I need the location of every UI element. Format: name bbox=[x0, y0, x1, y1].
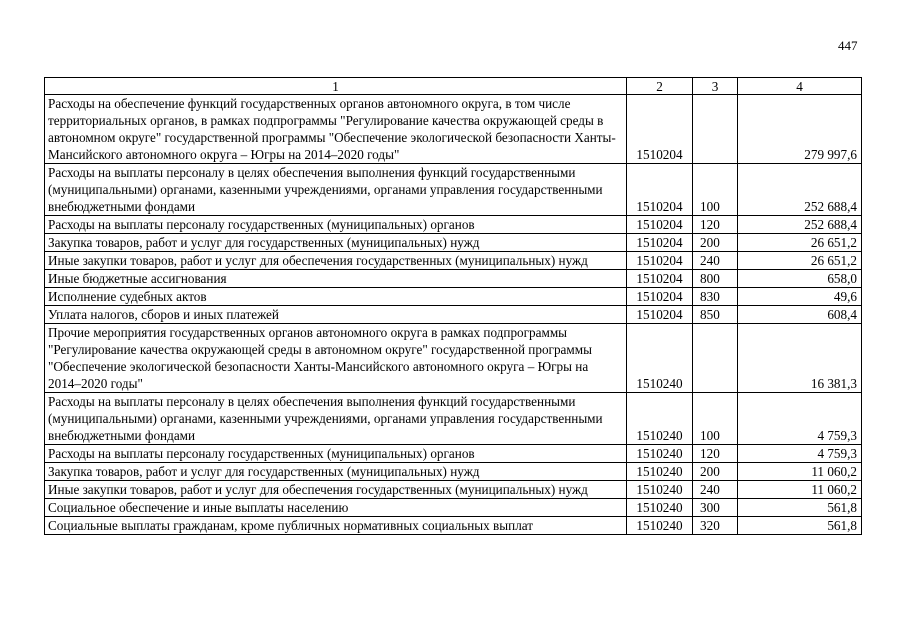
row-code: 1510204 bbox=[627, 252, 693, 270]
row-name: Расходы на выплаты персоналу в целях обеспечения выполнения функций государственными (муниципальными) органами, казенными учреждениями, органами управления государственными внебюджетными фондами bbox=[45, 393, 627, 445]
table-row bbox=[45, 393, 862, 445]
row-amount: 4 759,3 bbox=[738, 393, 862, 445]
row-code: 1510240 bbox=[627, 445, 693, 463]
row-amount: 608,4 bbox=[738, 306, 862, 324]
row-type: 830 bbox=[693, 288, 738, 306]
budget-table bbox=[44, 77, 862, 535]
row-type: 120 bbox=[693, 216, 738, 234]
row-code: 1510240 bbox=[627, 481, 693, 499]
row-amount: 26 651,2 bbox=[738, 234, 862, 252]
table-body bbox=[45, 78, 862, 535]
row-code: 1510240 bbox=[627, 324, 693, 393]
row-type: 120 bbox=[693, 445, 738, 463]
row-name: Исполнение судебных актов bbox=[45, 288, 627, 306]
header-col-3: 3 bbox=[693, 78, 738, 95]
row-code: 1510240 bbox=[627, 517, 693, 535]
row-type bbox=[693, 95, 738, 164]
row-name: Закупка товаров, работ и услуг для государственных (муниципальных) нужд bbox=[45, 463, 627, 481]
table-row bbox=[45, 324, 862, 393]
row-code: 1510240 bbox=[627, 463, 693, 481]
row-amount: 561,8 bbox=[738, 499, 862, 517]
row-type: 800 bbox=[693, 270, 738, 288]
table-row bbox=[45, 288, 862, 306]
row-amount: 11 060,2 bbox=[738, 481, 862, 499]
row-code: 1510204 bbox=[627, 216, 693, 234]
row-code: 1510204 bbox=[627, 270, 693, 288]
row-type: 240 bbox=[693, 252, 738, 270]
table-row bbox=[45, 164, 862, 216]
row-name: Расходы на обеспечение функций государственных органов автономного округа, в том числе территориальных органов, в рамках подпрограммы "Регулирование качества окружающей среды в автономном округе" государственной программы "Обеспечение экологической безопасности Ханты-Мансийского автономного округа – Югры на 2014–2020 годы" bbox=[45, 95, 627, 164]
row-amount: 561,8 bbox=[738, 517, 862, 535]
row-amount: 252 688,4 bbox=[738, 216, 862, 234]
row-type: 200 bbox=[693, 463, 738, 481]
row-amount: 49,6 bbox=[738, 288, 862, 306]
row-name: Расходы на выплаты персоналу государственных (муниципальных) органов bbox=[45, 216, 627, 234]
row-code: 1510204 bbox=[627, 306, 693, 324]
row-type: 300 bbox=[693, 499, 738, 517]
table-row bbox=[45, 445, 862, 463]
table-row bbox=[45, 463, 862, 481]
row-amount: 279 997,6 bbox=[738, 95, 862, 164]
page-number: 447 bbox=[838, 38, 858, 53]
row-name: Иные закупки товаров, работ и услуг для обеспечения государственных (муниципальных) нужд bbox=[45, 481, 627, 499]
row-amount: 11 060,2 bbox=[738, 463, 862, 481]
table-row bbox=[45, 216, 862, 234]
row-name: Социальное обеспечение и иные выплаты населению bbox=[45, 499, 627, 517]
row-code: 1510204 bbox=[627, 288, 693, 306]
row-type: 240 bbox=[693, 481, 738, 499]
table-row bbox=[45, 252, 862, 270]
row-amount: 658,0 bbox=[738, 270, 862, 288]
row-name: Расходы на выплаты персоналу государственных (муниципальных) органов bbox=[45, 445, 627, 463]
row-type: 850 bbox=[693, 306, 738, 324]
table-header-row bbox=[45, 78, 862, 95]
row-name: Прочие мероприятия государственных органов автономного округа в рамках подпрограммы "Регулирование качества окружающей среды в автономном округе" государственной программы "Обеспечение экологической безопасности Ханты-Мансийского автономного округа – Югры на 2014–2020 годы" bbox=[45, 324, 627, 393]
row-amount: 26 651,2 bbox=[738, 252, 862, 270]
table-row bbox=[45, 95, 862, 164]
row-name: Иные бюджетные ассигнования bbox=[45, 270, 627, 288]
table-row bbox=[45, 270, 862, 288]
table-row bbox=[45, 306, 862, 324]
row-code: 1510204 bbox=[627, 234, 693, 252]
row-type: 320 bbox=[693, 517, 738, 535]
row-amount: 252 688,4 bbox=[738, 164, 862, 216]
row-name: Расходы на выплаты персоналу в целях обеспечения выполнения функций государственными (муниципальными) органами, казенными учреждениями, органами управления государственными внебюджетными фондами bbox=[45, 164, 627, 216]
row-name: Иные закупки товаров, работ и услуг для обеспечения государственных (муниципальных) нужд bbox=[45, 252, 627, 270]
row-type bbox=[693, 324, 738, 393]
row-name: Закупка товаров, работ и услуг для государственных (муниципальных) нужд bbox=[45, 234, 627, 252]
header-col-1: 1 bbox=[45, 78, 627, 95]
table-row bbox=[45, 499, 862, 517]
header-col-4: 4 bbox=[738, 78, 862, 95]
row-type: 100 bbox=[693, 393, 738, 445]
row-code: 1510204 bbox=[627, 95, 693, 164]
table-row bbox=[45, 234, 862, 252]
table-row bbox=[45, 517, 862, 535]
row-name: Социальные выплаты гражданам, кроме публичных нормативных социальных выплат bbox=[45, 517, 627, 535]
table-row bbox=[45, 481, 862, 499]
row-amount: 16 381,3 bbox=[738, 324, 862, 393]
row-name: Уплата налогов, сборов и иных платежей bbox=[45, 306, 627, 324]
row-code: 1510240 bbox=[627, 499, 693, 517]
row-code: 1510204 bbox=[627, 164, 693, 216]
row-type: 100 bbox=[693, 164, 738, 216]
header-col-2: 2 bbox=[627, 78, 693, 95]
row-amount: 4 759,3 bbox=[738, 445, 862, 463]
row-type: 200 bbox=[693, 234, 738, 252]
row-code: 1510240 bbox=[627, 393, 693, 445]
